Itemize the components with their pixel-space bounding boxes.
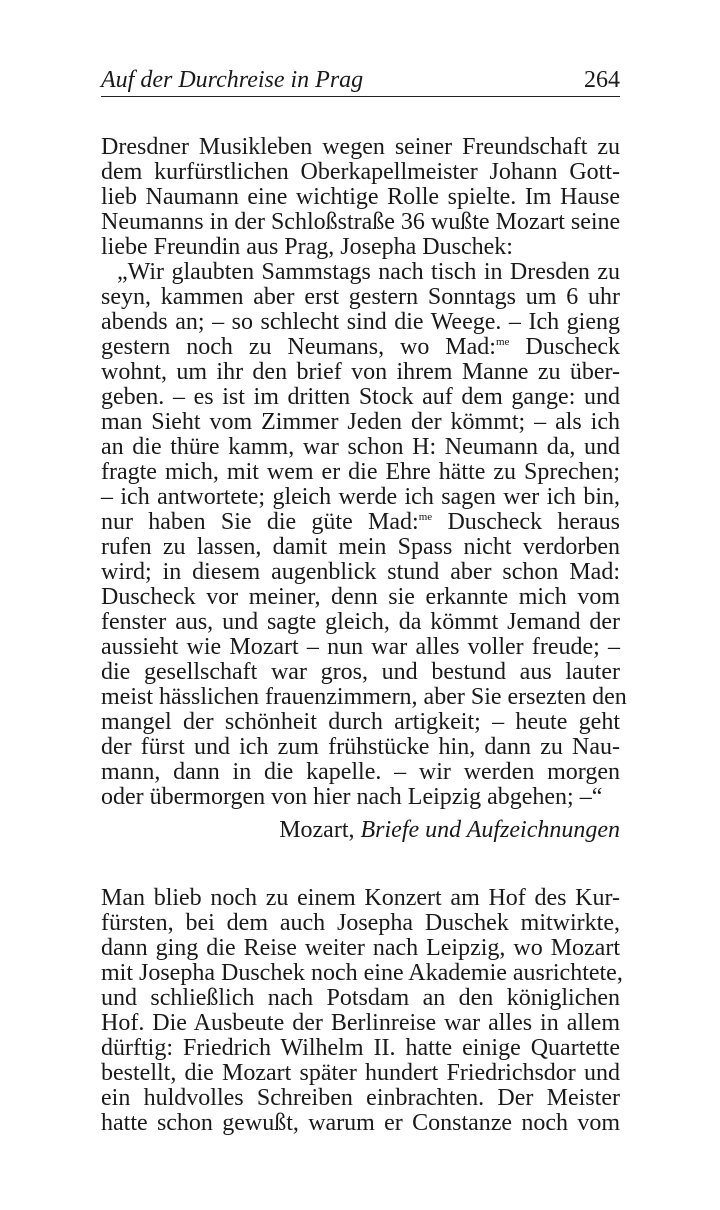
quote-line: wohnt, um ihr den brief von ihrem Manne zu über- [101, 359, 620, 385]
quote-line-text: Duscheck [509, 334, 620, 360]
quote-line [101, 510, 620, 535]
quote-line: abends an; – so schlecht sind die Weege. – Ich gieng [101, 309, 620, 335]
quote-line: mangel der schönheit durch artigkeit; – heute geht [101, 709, 620, 735]
text-line: liebe Freundin aus Prag, Josepha Duschek: [101, 234, 513, 260]
quote-line: „Wir glaubten Sammstags nach tisch in Dresden zu [117, 259, 620, 285]
quote-line: man Sieht vom Zimmer Jeden der kömmt; – als ich [101, 409, 620, 435]
quote-line: mann, dann in die kapelle. – wir werden morgen [101, 759, 620, 785]
quote-line: an die thüre kamm, war schon H: Neumann da, und [101, 434, 620, 460]
quote-line: der fürst und ich zum frühstücke hin, dann zu Nau- [101, 734, 620, 760]
text-line: dürftig: Friedrich Wilhelm II. hatte einige Quartette [101, 1035, 620, 1061]
attribution-author: Mozart, [279, 817, 355, 843]
text-line: bestellt, die Mozart später hundert Friedrichsdor und [101, 1060, 620, 1086]
text-line: lieb Naumann eine wichtige Rolle spielte. Im Hause [101, 184, 620, 210]
letter-quote [101, 259, 627, 810]
quote-line: geben. – es ist im dritten Stock auf dem gange: und [101, 384, 620, 410]
quote-line: meist hässlichen frauenzimmern, aber Sie ersezten den [101, 684, 627, 710]
quote-line-text: nur haben Sie die güte Mad: [101, 509, 419, 535]
text-line: und schließlich nach Potsdam an den königlichen [101, 985, 620, 1011]
quote-line-text: gestern noch zu Neumans, wo Mad: [101, 334, 496, 360]
superscript-me: me [495, 336, 510, 348]
text-line: Neumanns in der Schloßstraße 36 wußte Mozart seine [101, 209, 621, 235]
quote-line: Duscheck vor meiner, denn sie erkannte mich vom [101, 584, 620, 610]
quote-line: fragte mich, mit wem er die Ehre hätte zu Sprechen; [101, 459, 620, 485]
running-header [101, 66, 620, 97]
running-title: Auf der Durchreise in Prag [101, 67, 364, 93]
text-line: Dresdner Musikleben wegen seiner Freundschaft zu [101, 134, 620, 160]
quote-line: die gesellschaft war gros, und bestund aus lauter [101, 659, 620, 685]
paragraph-2 [101, 885, 623, 1136]
text-line: fürsten, bei dem auch Josepha Duschek mitwirkte, [101, 910, 620, 936]
text-line: Hof. Die Ausbeute der Berlinreise war alles in allem [101, 1010, 620, 1036]
text-line: dann ging die Reise weiter nach Leipzig, wo Mozart [101, 935, 620, 961]
superscript-me: me [418, 511, 433, 523]
quote-line: wird; in diesem augenblick stund aber schon Mad: [101, 559, 620, 585]
quote-line-text: Duscheck heraus [432, 509, 621, 535]
text-line: mit Josepha Duschek noch eine Akademie ausrichtete, [101, 960, 623, 986]
paragraph-1 [101, 135, 620, 260]
quote-line: aussieht wie Mozart – nun war alles voller freude; – [101, 634, 620, 660]
text-line: Man blieb noch zu einem Konzert am Hof des Kur- [101, 885, 620, 911]
quote-line: rufen zu lassen, damit mein Spass nicht verdorben [101, 534, 620, 560]
quote-attribution [101, 816, 620, 844]
quote-line [101, 335, 620, 360]
quote-line: seyn, kammen aber erst gestern Sonntags um 6 uhr [101, 284, 620, 310]
page-number: 264 [584, 67, 620, 93]
text-line: ein huldvolles Schreiben einbrachten. Der Meister [101, 1085, 620, 1111]
text-line: hatte schon gewußt, warum er Constanze noch vom [101, 1110, 620, 1136]
attribution-work: Briefe und Aufzeichnungen [360, 817, 620, 843]
text-line: dem kurfürstlichen Oberkapellmeister Johann Gott- [101, 159, 620, 185]
quote-line: – ich antwortete; gleich werde ich sagen wer ich bin, [101, 484, 620, 510]
quote-line: oder übermorgen von hier nach Leipzig abgehen; –“ [101, 784, 603, 810]
quote-line: fenster aus, und sagte gleich, da kömmt Jemand der [101, 609, 620, 635]
